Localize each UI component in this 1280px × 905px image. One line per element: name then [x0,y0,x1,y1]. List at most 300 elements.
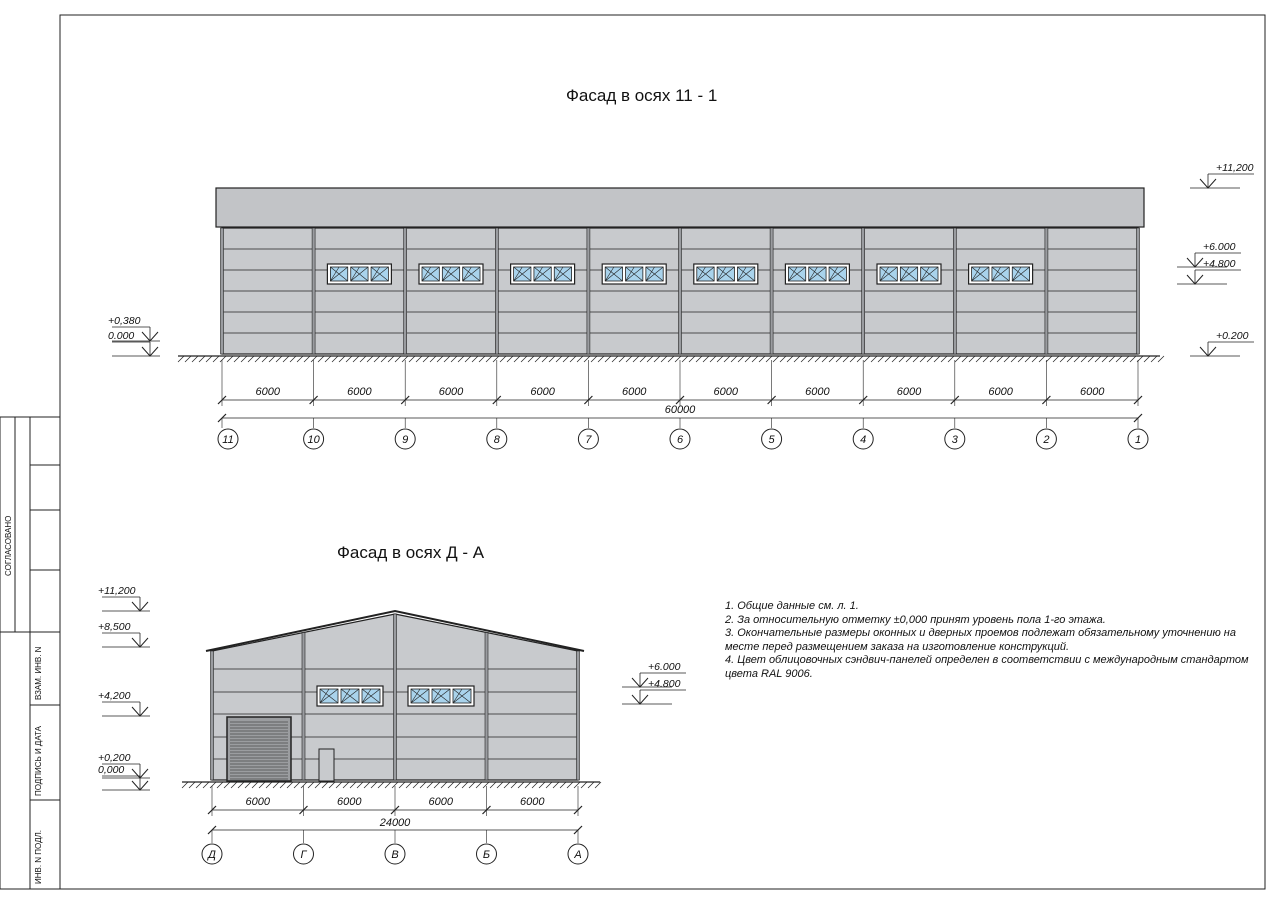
ground-hatch [178,356,184,362]
ground-hatch [255,356,261,362]
ground-hatch [427,782,433,788]
level-label: +6.000 [1203,241,1236,253]
ground-hatch [507,356,513,362]
axis-label: 8 [493,434,500,446]
stamp-sign-date: ПОДПИСЬ И ДАТА [34,725,43,796]
wall-column [221,228,224,354]
axis-bubble [304,429,324,449]
ground-hatch [301,782,307,788]
dim-span-label: 6000 [347,386,372,398]
wall-column [211,651,214,780]
level-label: +0.200 [1216,330,1249,342]
ground-hatch [360,356,366,362]
ground-hatch [1039,356,1045,362]
ground-hatch [654,356,660,362]
level-4200 [98,690,150,716]
ground [178,356,1164,362]
ground-hatch [462,782,468,788]
ground-hatch [941,356,947,362]
ground-hatch [1109,356,1115,362]
ground-hatch [1011,356,1017,362]
ground-hatch [1074,356,1080,362]
axis-label: 11 [222,434,234,446]
ground-hatch [388,356,394,362]
ground-hatch [829,356,835,362]
ground-hatch [640,356,646,362]
ground-hatch [385,782,391,788]
ground-hatch [567,782,573,788]
wall-column [302,633,305,781]
ground-hatch [437,356,443,362]
ground-hatch [374,356,380,362]
ground-hatch [518,782,524,788]
ground-hatch [899,356,905,362]
dim-span-label: 6000 [337,796,362,808]
ground-hatch [962,356,968,362]
dim-total-label: 60000 [664,404,696,416]
ground-hatch [836,356,842,362]
ground-hatch [1081,356,1087,362]
ground-hatch [591,356,597,362]
axis-bubble [385,844,405,864]
ground-hatch [483,782,489,788]
level-label: +6.000 [648,661,681,673]
window [969,264,1033,284]
ground-hatch [1116,356,1122,362]
ground-hatch [304,356,310,362]
ground-hatch [500,356,506,362]
dim-span-label: 6000 [805,386,830,398]
ground-hatch [280,782,286,788]
ground-hatch [315,782,321,788]
ground-hatch [220,356,226,362]
axis-bubble [1128,429,1148,449]
ground-hatch [794,356,800,362]
stamp-inv-replace: ВЗАМ. ИНВ. N [34,646,43,700]
axis-bubble [945,429,965,449]
axis-label: Б [482,849,491,861]
ground-hatch [948,356,954,362]
ground-hatch [556,356,562,362]
ground-hatch [336,782,342,788]
ground-hatch [588,782,594,788]
level-label: +11,200 [98,585,136,597]
ground-hatch [815,356,821,362]
title-long-facade: Фасад в осях 11 - 1 [566,86,718,105]
ground-hatch [399,782,405,788]
ground-hatch [423,356,429,362]
window [511,264,575,284]
axis-label: 4 [860,434,867,446]
level-label: +4.800 [648,678,681,690]
ground-hatch [199,356,205,362]
ground-hatch [990,356,996,362]
ground-hatch [745,356,751,362]
ground-hatch [441,782,447,788]
ground-hatch [476,782,482,788]
dim-span-label: 6000 [428,796,453,808]
ground-hatch [287,782,293,788]
ground-hatch [322,782,328,788]
ground-hatch [1102,356,1108,362]
axis-label: 3 [951,434,958,446]
axis-bubble [578,429,598,449]
ground-hatch [434,782,440,788]
level-0200 [1190,330,1254,356]
axis-bubble [218,429,238,449]
ground-hatch [185,356,191,362]
ground-hatch [490,782,496,788]
axis-label: 6 [676,434,684,446]
window [877,264,941,284]
ground-hatch [759,356,765,362]
ground-hatch [682,356,688,362]
dim-span-label: 6000 [245,796,270,808]
level-11200 [1190,162,1254,188]
ground-hatch [504,782,510,788]
ground-hatch [525,782,531,788]
wall-column [953,228,956,354]
ground-hatch [224,782,230,788]
ground-hatch [843,356,849,362]
ground-hatch [1018,356,1024,362]
ground-hatch [1144,356,1150,362]
ground-hatch [203,782,209,788]
dim-span-label: 6000 [896,386,922,398]
level-4800 [1177,258,1241,284]
ground-hatch [486,356,492,362]
ground-hatch [259,782,265,788]
ground-hatch [892,356,898,362]
wall-column [404,228,407,354]
ground-hatch [308,782,314,788]
level-label: +11,200 [1216,162,1254,174]
ground-hatch [560,782,566,788]
window [419,264,483,284]
ground-hatch [612,356,618,362]
ground-hatch [1088,356,1094,362]
ground-hatch [451,356,457,362]
window [408,686,474,706]
note-2: 2. За относительную отметку ±0,000 принят уровень пола 1-го этажа. [725,613,1106,626]
dim-span-label: 6000 [255,386,281,398]
ground-hatch [1032,356,1038,362]
side-stamp [0,417,60,889]
rolling-gate [227,717,291,781]
ground-hatch [294,782,300,788]
ground-hatch [217,782,223,788]
ground-hatch [311,356,317,362]
ground-hatch [752,356,758,362]
ground-hatch [458,356,464,362]
ground-hatch [626,356,632,362]
ground-hatch [514,356,520,362]
ground-hatch [532,782,538,788]
note-4: 4. Цвет облицовочных сэндвич-панелей определен в соответствии с международным стандартом цвета RAL 9006. [725,654,1249,680]
note-1: 1. Общие данные см. л. 1. [725,600,859,612]
wall-column [577,651,580,780]
ground-hatch [371,782,377,788]
ground-hatch [378,782,384,788]
ground-hatch [563,356,569,362]
ground-hatch [465,356,471,362]
axis-bubble [202,844,222,864]
ground-hatch [241,356,247,362]
dim-span-label: 6000 [530,386,555,398]
axis-label: В [391,849,399,861]
ground-hatch [787,356,793,362]
ground-hatch [182,782,188,788]
ground-hatch [448,782,454,788]
ground-hatch [252,782,258,788]
axis-bubble [487,429,507,449]
ground-hatch [766,356,772,362]
axis-bubble [1036,429,1056,449]
ground-hatch [346,356,352,362]
axis-bubble [762,429,782,449]
note-3: 3. Окончательные размеры оконных и дверных проемов подлежат обязательному уточнению на месте перед размещением заказа на изготовление конструкций. [725,627,1236,653]
ground [182,782,601,788]
ground-hatch [444,356,450,362]
axis-bubble [395,429,415,449]
ground-hatch [283,356,289,362]
ground-hatch [245,782,251,788]
ground-hatch [546,782,552,788]
wall-column [679,228,682,354]
ground-hatch [927,356,933,362]
wall-column [587,228,590,354]
ground-hatch [1046,356,1052,362]
level-11200 [98,585,150,611]
ground-hatch [780,356,786,362]
ground-hatch [871,356,877,362]
axis-label: Д [208,849,216,861]
ground-hatch [210,782,216,788]
ground-hatch [248,356,254,362]
ground-hatch [262,356,268,362]
ground-hatch [196,782,202,788]
ground-hatch [455,782,461,788]
ground-hatch [269,356,275,362]
ground-hatch [497,782,503,788]
ground-hatch [983,356,989,362]
ground-hatch [913,356,919,362]
stamp-agreed: СОГЛАСОВАНО [4,515,13,576]
axis-bubble [568,844,588,864]
short-facade [98,585,686,864]
ground-hatch [273,782,279,788]
wall-column [1137,228,1140,354]
ground-hatch [577,356,583,362]
ground-hatch [290,356,296,362]
axis-label: 9 [402,434,409,446]
ground-hatch [864,356,870,362]
ground-hatch [395,356,401,362]
axis-label: А [574,849,582,861]
ground-hatch [724,356,730,362]
ground-hatch [633,356,639,362]
ground-hatch [773,356,779,362]
dim-span-label: 6000 [438,386,464,398]
ground-hatch [325,356,331,362]
ground-hatch [668,356,674,362]
wall-column [485,633,488,781]
wall-column [770,228,773,354]
ground-hatch [997,356,1003,362]
ground-hatch [231,782,237,788]
level-label: +8,500 [98,621,131,633]
level-label: +4,200 [98,690,131,702]
ground-hatch [595,782,601,788]
ground-hatch [976,356,982,362]
dim-span-label: 6000 [621,386,647,398]
ground-hatch [574,782,580,788]
roof-fascia [216,188,1144,227]
ground-hatch [934,356,940,362]
ground-hatch [535,356,541,362]
ground-hatch [1158,356,1164,362]
wall-column [862,228,865,354]
ground-hatch [276,356,282,362]
ground-hatch [1151,356,1157,362]
long-facade [108,162,1254,449]
ground-hatch [1067,356,1073,362]
ground-hatch [213,356,219,362]
ground-hatch [581,782,587,788]
axis-bubble [294,844,314,864]
ground-hatch [227,356,233,362]
ground-hatch [553,782,559,788]
ground-hatch [189,782,195,788]
level-4800 [622,678,686,704]
general-notes [725,600,1270,682]
ground-hatch [539,782,545,788]
ground-hatch [479,356,485,362]
ground-hatch [850,356,856,362]
ground-hatch [717,356,723,362]
ground-hatch [710,356,716,362]
ground-hatch [857,356,863,362]
ground-hatch [420,782,426,788]
ground-hatch [318,356,324,362]
ground-hatch [878,356,884,362]
ground-hatch [584,356,590,362]
ground-hatch [416,356,422,362]
ground-hatch [350,782,356,788]
dim-span-label: 6000 [713,386,739,398]
ground-hatch [381,356,387,362]
ground-hatch [192,356,198,362]
ground-hatch [696,356,702,362]
ground-hatch [661,356,667,362]
ground-hatch [647,356,653,362]
dim-total-label: 24000 [379,817,411,829]
ground-hatch [808,356,814,362]
wall-column [312,228,315,354]
ground-hatch [353,356,359,362]
ground-hatch [364,782,370,788]
window [317,686,383,706]
title-short-facade: Фасад в осях Д - А [337,543,485,562]
level-0000 [98,764,150,790]
ground-hatch [511,782,517,788]
ground-hatch [1123,356,1129,362]
ground-hatch [549,356,555,362]
ground-hatch [822,356,828,362]
dim-span-label: 6000 [988,386,1013,398]
ground-hatch [266,782,272,788]
ground-hatch [703,356,709,362]
wall-column [1045,228,1048,354]
level-label: +4.800 [1203,258,1236,270]
axis-bubble [477,844,497,864]
axis-label: 2 [1043,434,1050,446]
ground-hatch [413,782,419,788]
axis-bubble [670,429,690,449]
ground-hatch [493,356,499,362]
ground-hatch [969,356,975,362]
ground-hatch [920,356,926,362]
ground-hatch [570,356,576,362]
ground-hatch [731,356,737,362]
ground-hatch [469,782,475,788]
level-0000 [108,330,160,356]
ground-hatch [542,356,548,362]
wall-column [495,228,498,354]
ground-hatch [339,356,345,362]
wall-column [394,614,397,780]
level-label: +0,200 [98,752,131,764]
ground-hatch [521,356,527,362]
ground-hatch [689,356,695,362]
dim-span-label: 6000 [1079,386,1105,398]
window [694,264,758,284]
ground-hatch [409,356,415,362]
window [602,264,666,284]
ground-hatch [406,782,412,788]
axis-bubble [853,429,873,449]
ground-hatch [1025,356,1031,362]
ground-hatch [885,356,891,362]
ground-hatch [906,356,912,362]
axis-label: 1 [1134,434,1142,446]
door [319,749,334,781]
ground-hatch [343,782,349,788]
ground-hatch [297,356,303,362]
level-label: 0.000 [108,330,135,342]
ground-hatch [238,782,244,788]
dim-span-label: 6000 [520,796,545,808]
ground-hatch [619,356,625,362]
ground-hatch [598,356,604,362]
ground-hatch [801,356,807,362]
window [327,264,391,284]
ground-hatch [472,356,478,362]
window [785,264,849,284]
ground-hatch [1053,356,1059,362]
level-label: 0,000 [98,764,125,776]
ground-hatch [1060,356,1066,362]
axis-label: 10 [307,434,320,446]
ground-hatch [1130,356,1136,362]
ground-hatch [1095,356,1101,362]
ground-hatch [605,356,611,362]
ground-hatch [955,356,961,362]
level-8500 [98,621,150,647]
ground-hatch [329,782,335,788]
ground-hatch [206,356,212,362]
axis-label: 7 [585,434,592,446]
